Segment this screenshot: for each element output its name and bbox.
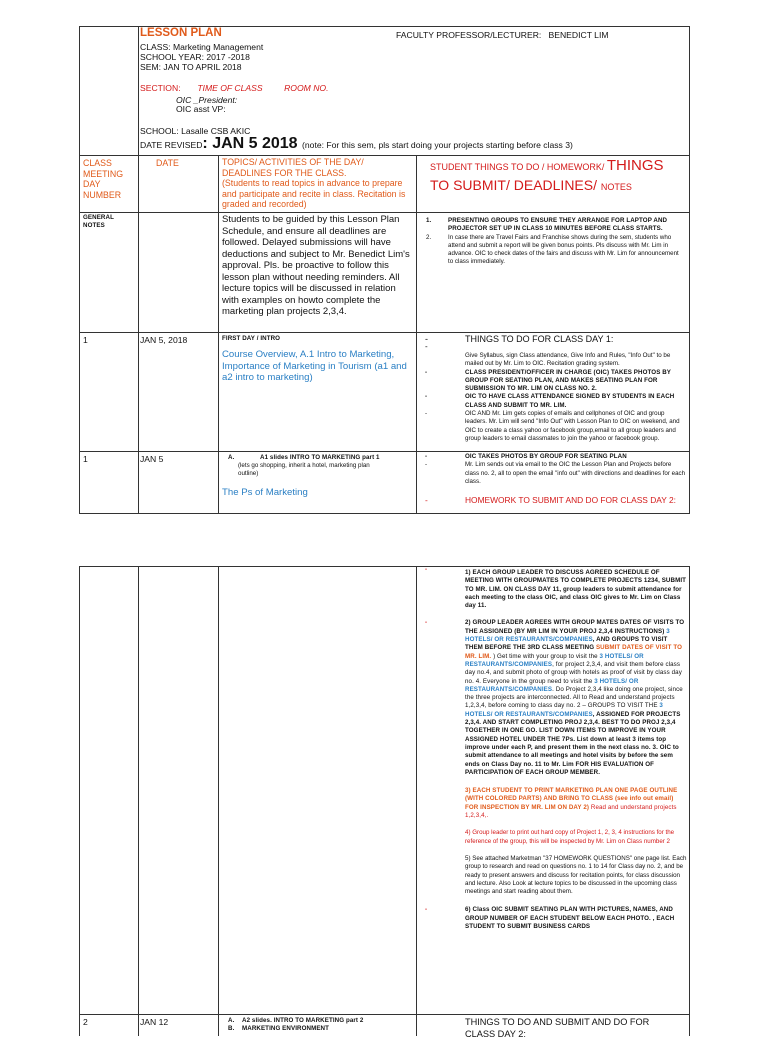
row1-first-day: FIRST DAY / INTRO — [222, 335, 281, 342]
col-divider-1 — [138, 567, 139, 1036]
dash: - — [425, 619, 428, 627]
row2-bullet-2 — [425, 461, 687, 486]
dash: - — [425, 453, 428, 460]
row3-b-label: B. — [228, 1025, 235, 1033]
col-header-class-day: CLASS MEETING DAY NUMBER — [83, 158, 124, 200]
homework-item-2-i: . Do Project 2,3,4 like doing one project, since the three projects are interconnected. All to Read and understand projects 1,2,3,4, before coming to class day no. 2 – GROUPS TO VISIT THE — [465, 685, 683, 710]
col-header-date: DATE — [156, 158, 179, 168]
homework-item-2-a: 2) GROUP LEADER AGREES WITH GROUP MATES DATES OF VISITS TO THE ASSIGNED (BY MR LIM IN YOUR PROJ 2,3,4 INSTRUCTIONS) — [465, 619, 685, 635]
row1-bullet-2 — [425, 368, 687, 394]
date-revised-line — [140, 135, 573, 153]
general-note-1-num: 1. — [426, 217, 432, 224]
things-header-notes: NOTES — [600, 182, 632, 192]
row1-topic: Course Overview, A.1 Intro to Marketing, Importance of Marketing in Tourism (a1 and a2 intro to marketing) — [222, 349, 407, 383]
row1-bullet-3-text: OIC TO HAVE CLASS ATTENDANCE SIGNED BY STUDENTS IN EACH CLASS AND SUBMIT TO MR. LIM. — [465, 393, 675, 409]
row2-topic-a-sub: (lets go shopping, inherit a hotel, marketing plan outline) — [238, 462, 370, 478]
row2-a-label: A. — [228, 454, 235, 461]
row1-number: 1 — [83, 335, 88, 345]
row3-number: 2 — [83, 1017, 88, 1027]
section-label: SECTION: — [140, 83, 181, 93]
homework-item-3-red: Read and understand projects 1,2,3,4,. — [465, 803, 677, 820]
dash: - — [425, 393, 428, 401]
homework-item-2-e: ) Get time with your group to visit the — [493, 652, 600, 660]
page-title: LESSON PLAN — [140, 27, 222, 39]
row-divider-day2 — [80, 1014, 689, 1015]
homework-item-1 — [425, 566, 687, 610]
things-header-big-2: TO SUBMIT/ DEADLINES/ — [430, 177, 601, 193]
dash: - — [425, 342, 428, 351]
dash: - — [425, 368, 428, 376]
row-divider-notes — [80, 332, 689, 333]
row1-bullet-2-text: CLASS PRESIDENT/OFFICER IN CHARGE (OIC) TAKES PHOTOS BY GROUP FOR SEATING PLAN, AND MAKES SEATING PLAN FOR SUBMISSION TO MR. LIM ON CLASS NO. 2. — [465, 368, 671, 393]
row1-things-heading — [425, 334, 687, 344]
homework-items-list — [425, 566, 687, 931]
row2-bullet-1-text: OIC TAKES PHOTOS BY GROUP FOR SEATING PLAN — [465, 453, 627, 460]
row3-topic-a — [228, 1017, 414, 1025]
row-divider-header — [80, 155, 689, 156]
date-revised-value: JAN 5 2018 — [212, 135, 298, 152]
col-divider-2 — [218, 155, 219, 513]
homework-item-2-b: 3 HOTELS/ OR RESTAURANTS/COMPANIES — [465, 627, 670, 644]
homework-item-4: 4) Group leader to print out hard copy of Project 1, 2, 3, 4 instructions for the reference of the group, this will be inspected by Mr. Lim on Class number 2 — [465, 829, 675, 845]
row1-bullet-1: Give Syllabus, sign Class attendance, Give Info and Rules, "Info Out" to be mailed out by Mr. Lim to OIC. Recitation grading system. — [465, 352, 671, 368]
homework-item-3 — [465, 787, 687, 820]
date-revised-colon: : — [202, 135, 208, 152]
general-note-2-text: In case there are Travel Fairs and Franchise shows during the sem, students who attend and submit a report will be given bonus points. Pls discuss with Mr. Lim in advance. OIC to check dates of the fairs and discuss with Mr. Lim for announcement to class immediately. — [448, 233, 679, 266]
row2-homework-text: HOMEWORK TO SUBMIT AND DO FOR CLASS DAY 2: — [465, 495, 676, 506]
row3-b-text: MARKETING ENVIRONMENT — [242, 1025, 330, 1033]
row2-bullet-2-text: Mr. Lim sends out via email to the OIC the Lesson Plan and Projects before class no. 2, all to open the email "info out" with directions and deadlines for each class. — [465, 461, 686, 485]
homework-item-6-text: 6) Class OIC SUBMIT SEATING PLAN WITH PICTURES, NAMES, AND GROUP NUMBER OF EACH STUDENT BELOW EACH PHOTO. , EACH STUDENT TO SUBMIT BUSINESS CARDS — [465, 906, 675, 930]
col-divider-1 — [138, 27, 139, 513]
semester: SEM: JAN TO APRIL 2018 — [140, 62, 242, 72]
row3-a-text: A2 slides. INTRO TO MARKETING part 2 — [242, 1017, 364, 1024]
things-header-small: STUDENT THINGS TO DO / HOMEWORK/ — [430, 162, 607, 172]
general-notes-label — [83, 214, 114, 231]
dash: - — [425, 334, 428, 344]
row3-things-heading: THINGS TO DO AND SUBMIT AND DO FOR CLASS DAY 2: — [465, 1017, 650, 1039]
col-header-topics — [222, 157, 414, 210]
row1-date: JAN 5, 2018 — [140, 335, 188, 345]
homework-item-2 — [425, 619, 687, 777]
oic-asst: OIC asst VP: — [176, 104, 226, 114]
homework-item-2-h: 3 HOTELS/ OR RESTAURANTS/COMPANIES — [465, 677, 639, 693]
notes-label: NOTES — [83, 222, 105, 230]
row1-bullet-4 — [425, 410, 687, 443]
general-note-1-text: PRESENTING GROUPS TO ENSURE THEY ARRANGE FOR LAPTOP AND PROJECTOR SET UP IN CLASS 10 MINUTES BEFORE CLASS STARTS. — [448, 217, 668, 233]
row3-topic-b — [228, 1025, 414, 1033]
homework-item-2-g: , for project 2,3,4, and visit them before class day no.4, and submit photo of group with hotels as proof of visit by class day no. 4. Everyone in the group need to visit the — [465, 660, 682, 685]
row1-heading-text: THINGS TO DO FOR CLASS DAY 1: — [465, 334, 614, 344]
row3-date: JAN 12 — [140, 1017, 169, 1027]
general-notes-list — [426, 217, 684, 267]
section-line — [140, 83, 328, 93]
room-no-label: ROOM NO. — [284, 83, 329, 93]
row-divider-cols — [80, 212, 689, 213]
school-name: SCHOOL: Lasalle CSB AKIC — [140, 126, 251, 136]
lesson-plan-table-page2 — [79, 566, 690, 1039]
dash: - — [425, 495, 428, 506]
class-name: CLASS: Marketing Management — [140, 42, 264, 52]
general-note-2-num: 2. — [426, 233, 432, 241]
date-revised-label: DATE REVISED — [140, 140, 203, 150]
faculty-label: FACULTY PROFESSOR/LECTURER: — [396, 30, 542, 40]
general-notes-text: Students to be guided by this Lesson Plan Schedule, and ensure all deadlines are followed. Delayed submissions will have deductions and subject to Mr. Benedict Lim's approval. Pls. be proactive to follow this lesson plan without needing reminders. All lecture topics will be discussed in relation with examples on howto complete the marketing plan projects 2,3,4. — [222, 214, 410, 317]
lesson-plan-table-page1 — [79, 26, 690, 514]
homework-item-2-d: SUBMIT DATES OF VISIT TO MR. LIM. — [465, 644, 683, 660]
topics-header-title: TOPICS/ ACTIVITIES OF THE DAY/ DEADLINES FOR THE CLASS. — [222, 157, 364, 178]
row1-bullet-3 — [425, 393, 687, 410]
row2-date: JAN 5 — [140, 454, 164, 464]
dash: - — [425, 410, 428, 418]
row2-things-list — [425, 453, 687, 506]
dash: - — [425, 566, 428, 573]
row2-homework — [425, 495, 687, 506]
homework-item-2-k: , ASSIGNED FOR PROJECTS 2,3,4. AND START COMPLETING PROJ 2,3,4. BEST TO DO PROJ 2,3,4 TOGETHER IN ONE GO. LIST DOWN ITEMS TO IMPROVE IN YOUR ASSIGNED HOTEL UNDER THE 7Ps. List down at least 3 items top improve under each P, and present them in the next class no. 3. OIC to submit attendance to all meetings and hotel visits by before the sem ends on Class Day no. 11 to Mr. Lim FOR HIS EVALUATION OF PARTICIPATION OF EACH GROUP MEMBER. — [465, 710, 681, 776]
time-of-class-label: TIME OF CLASS — [197, 83, 263, 93]
faculty-name: BENEDICT LIM — [548, 30, 609, 40]
homework-item-1-text: 1) EACH GROUP LEADER TO DISCUSS AGREED SCHEDULE OF MEETING WITH GROUPMATES TO COMPLETE PROJECTS 1234, SUBMIT TO MR. LIM. ON CLASS DAY 11, group leaders to submit attendance for each meeting to the class OIC, and class OIC gives to Mr. Lim on Class day 11. — [465, 569, 687, 610]
faculty-line — [396, 30, 609, 40]
row3-a-label: A. — [228, 1017, 235, 1024]
topics-header-note: (Students to read topics in advance to prepare and participate and recite in class. Recitation is graded and recorded) — [222, 178, 406, 209]
homework-item-2-j: 3 HOTELS/ OR RESTAURANTS/COMPANIES — [465, 702, 663, 718]
school-year: SCHOOL YEAR: 2017 -2018 — [140, 52, 250, 62]
dash: - — [425, 461, 428, 469]
row1-things-list — [425, 334, 687, 443]
homework-item-2-c: , AND GROUPS TO VISIT THEM BEFORE THE 3RD CLASS MEETING — [465, 636, 668, 652]
row2-a-text: A1 slides INTRO TO MARKETING part 1 — [260, 454, 380, 461]
row2-ps-of-marketing: The Ps of Marketing — [222, 487, 308, 498]
date-revised-note: (note: For this sem, pls start doing your projects starting before class 3) — [302, 140, 573, 150]
dash: - — [425, 906, 428, 914]
homework-item-6 — [425, 906, 687, 931]
things-header-big: THINGS — [606, 157, 664, 174]
homework-item-3-text: 3) EACH STUDENT TO PRINT MARKETING PLAN ONE PAGE OUTLINE (WITH COLORED PARTS) AND BRING TO CLASS (see info out email) FOR INSPECTION BY MR. LIM ON DAY 2) — [465, 787, 678, 811]
general-note-1 — [426, 217, 684, 234]
col-divider-3 — [416, 567, 417, 1036]
row-divider-row1 — [80, 451, 689, 452]
row2-number: 1 — [83, 454, 88, 464]
general-note-2 — [426, 233, 684, 267]
row3-topics — [228, 1017, 414, 1034]
homework-item-5: 5) See attached Marketman "37 HOMEWORK QUESTIONS" one page list. Each group to research and read on questions no. 1 to 14 for Class day no. 2, and be ready to present answers and discuss for recitation points, for class discussion and lecture. Also Look at lecture topics to be discussed in the upcoming class meetings and start reading about them. — [465, 854, 687, 896]
row1-bullet-4-text: OIC AND Mr. Lim gets copies of emails and cellphones of OIC and group leaders. Mr. Lim will send "Info Out" with Lesson Plan to OIC on weekend, and OIC to create a class yahoo or facebook group,email to all group leaders and group leaders to email classmates to join the yahoo or facebook group. — [465, 410, 680, 442]
homework-item-2-f: 3 HOTELS/ OR RESTAURANTS/COMPANIES — [465, 652, 644, 668]
col-divider-2 — [218, 567, 219, 1036]
oic-president: OIC _President: — [176, 95, 238, 105]
col-divider-3 — [416, 155, 417, 513]
row2-bullet-1 — [425, 453, 687, 461]
col-header-things-to-do — [430, 157, 688, 196]
general-label: GENERAL — [83, 214, 114, 221]
